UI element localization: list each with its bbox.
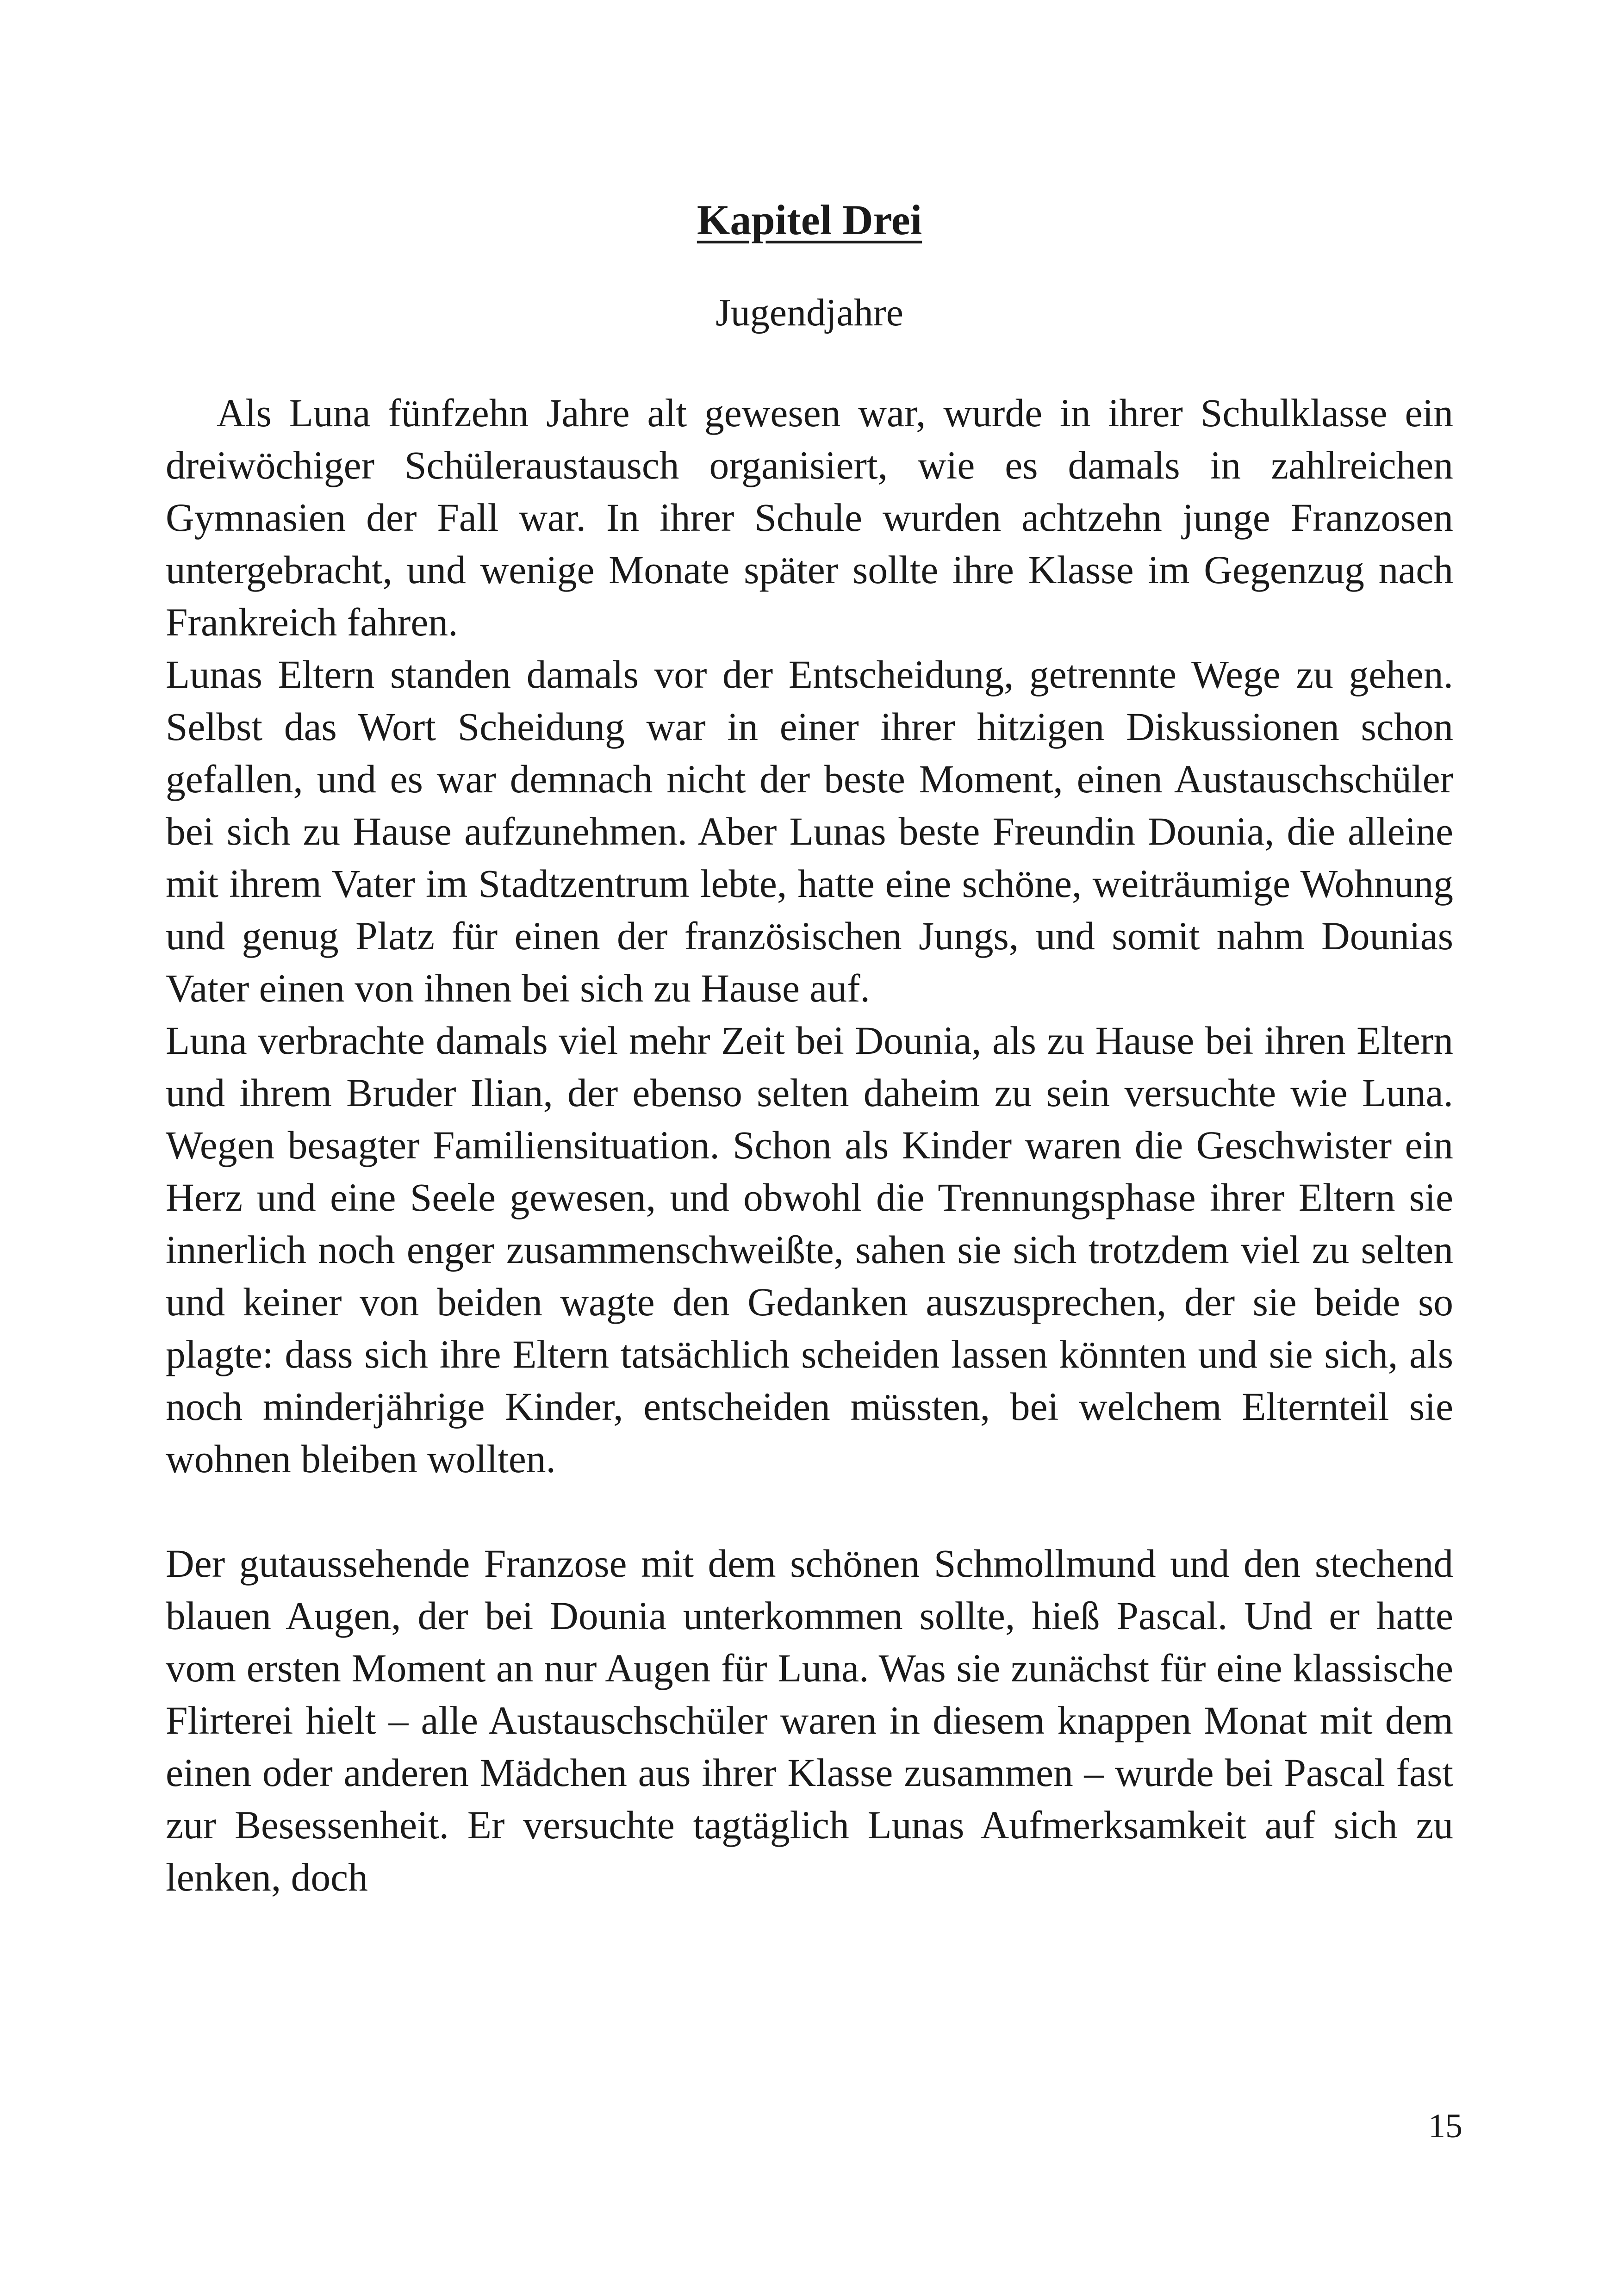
paragraph: Lunas Eltern standen damals vor der Entscheidung, getrennte Wege zu gehen. Selbst das Wort Scheidung war in einer ihrer hitzigen Diskussionen schon gefallen, und es war demnach nicht der beste Moment, einen Austauschschüler bei sich zu Hause aufzunehmen. Aber Lunas beste Freundin Dounia, die alleine mit ihrem Vater im Stadtzentrum lebte, hatte eine schöne, weiträumige Wohnung und genug Platz für einen der französischen Jungs, und somit nahm Dounias Vater einen von ihnen bei sich zu Hause auf. bbox=[166, 653, 1453, 1011]
paragraph: Der gutaussehende Franzose mit dem schönen Schmollmund und den stechend blauen Augen, der bei Dounia unterkommen sollte, hieß Pascal. Und er hatte vom ersten Moment an nur Augen für Luna. Was sie zunächst für eine klassische Flirterei hielt – alle Austauschschüler waren in diesem knappen Monat mit dem einen oder anderen Mädchen aus ihrer Klasse zusammen – wurde bei Pascal fast zur Besessenheit. Er versuchte tagtäglich Lunas Aufmerksamkeit auf sich zu lenken, doch bbox=[166, 1542, 1453, 1900]
chapter-title: Kapitel Drei bbox=[697, 196, 922, 243]
chapter-subtitle: Jugendjahre bbox=[716, 291, 903, 335]
page-content bbox=[166, 194, 1453, 1904]
chapter-body bbox=[166, 387, 1453, 1904]
paragraph: Als Luna fünfzehn Jahre alt gewesen war, wurde in ihrer Schulklasse ein dreiwöchiger Schüleraustausch organisiert, wie es damals in zahlreichen Gymnasien der Fall war. In ihrer Schule wurden achtzehn junge Franzosen untergebracht, und wenige Monate später sollte ihre Klasse im Gegenzug nach Frankreich fahren. bbox=[166, 392, 1453, 645]
page-number: 15 bbox=[1428, 2107, 1462, 2145]
paragraph: Luna verbrachte damals viel mehr Zeit bei Dounia, als zu Hause bei ihren Eltern und ihrem Bruder Ilian, der ebenso selten daheim zu sein versuchte wie Luna. Wegen besagter Familiensituation. Schon als Kinder waren die Geschwister ein Herz und eine Seele gewesen, und obwohl die Trennungsphase ihrer Eltern sie innerlich noch enger zusammenschweißte, sahen sie sich trotzdem viel zu selten und keiner von beiden wagte den Gedanken auszusprechen, der sie beide so plagte: dass sich ihre Eltern tatsächlich scheiden lassen könnten und sie sich, als noch minderjährige Kinder, entscheiden müssten, bei welchem Elternteil sie wohnen bleiben wollten. bbox=[166, 1019, 1453, 1481]
